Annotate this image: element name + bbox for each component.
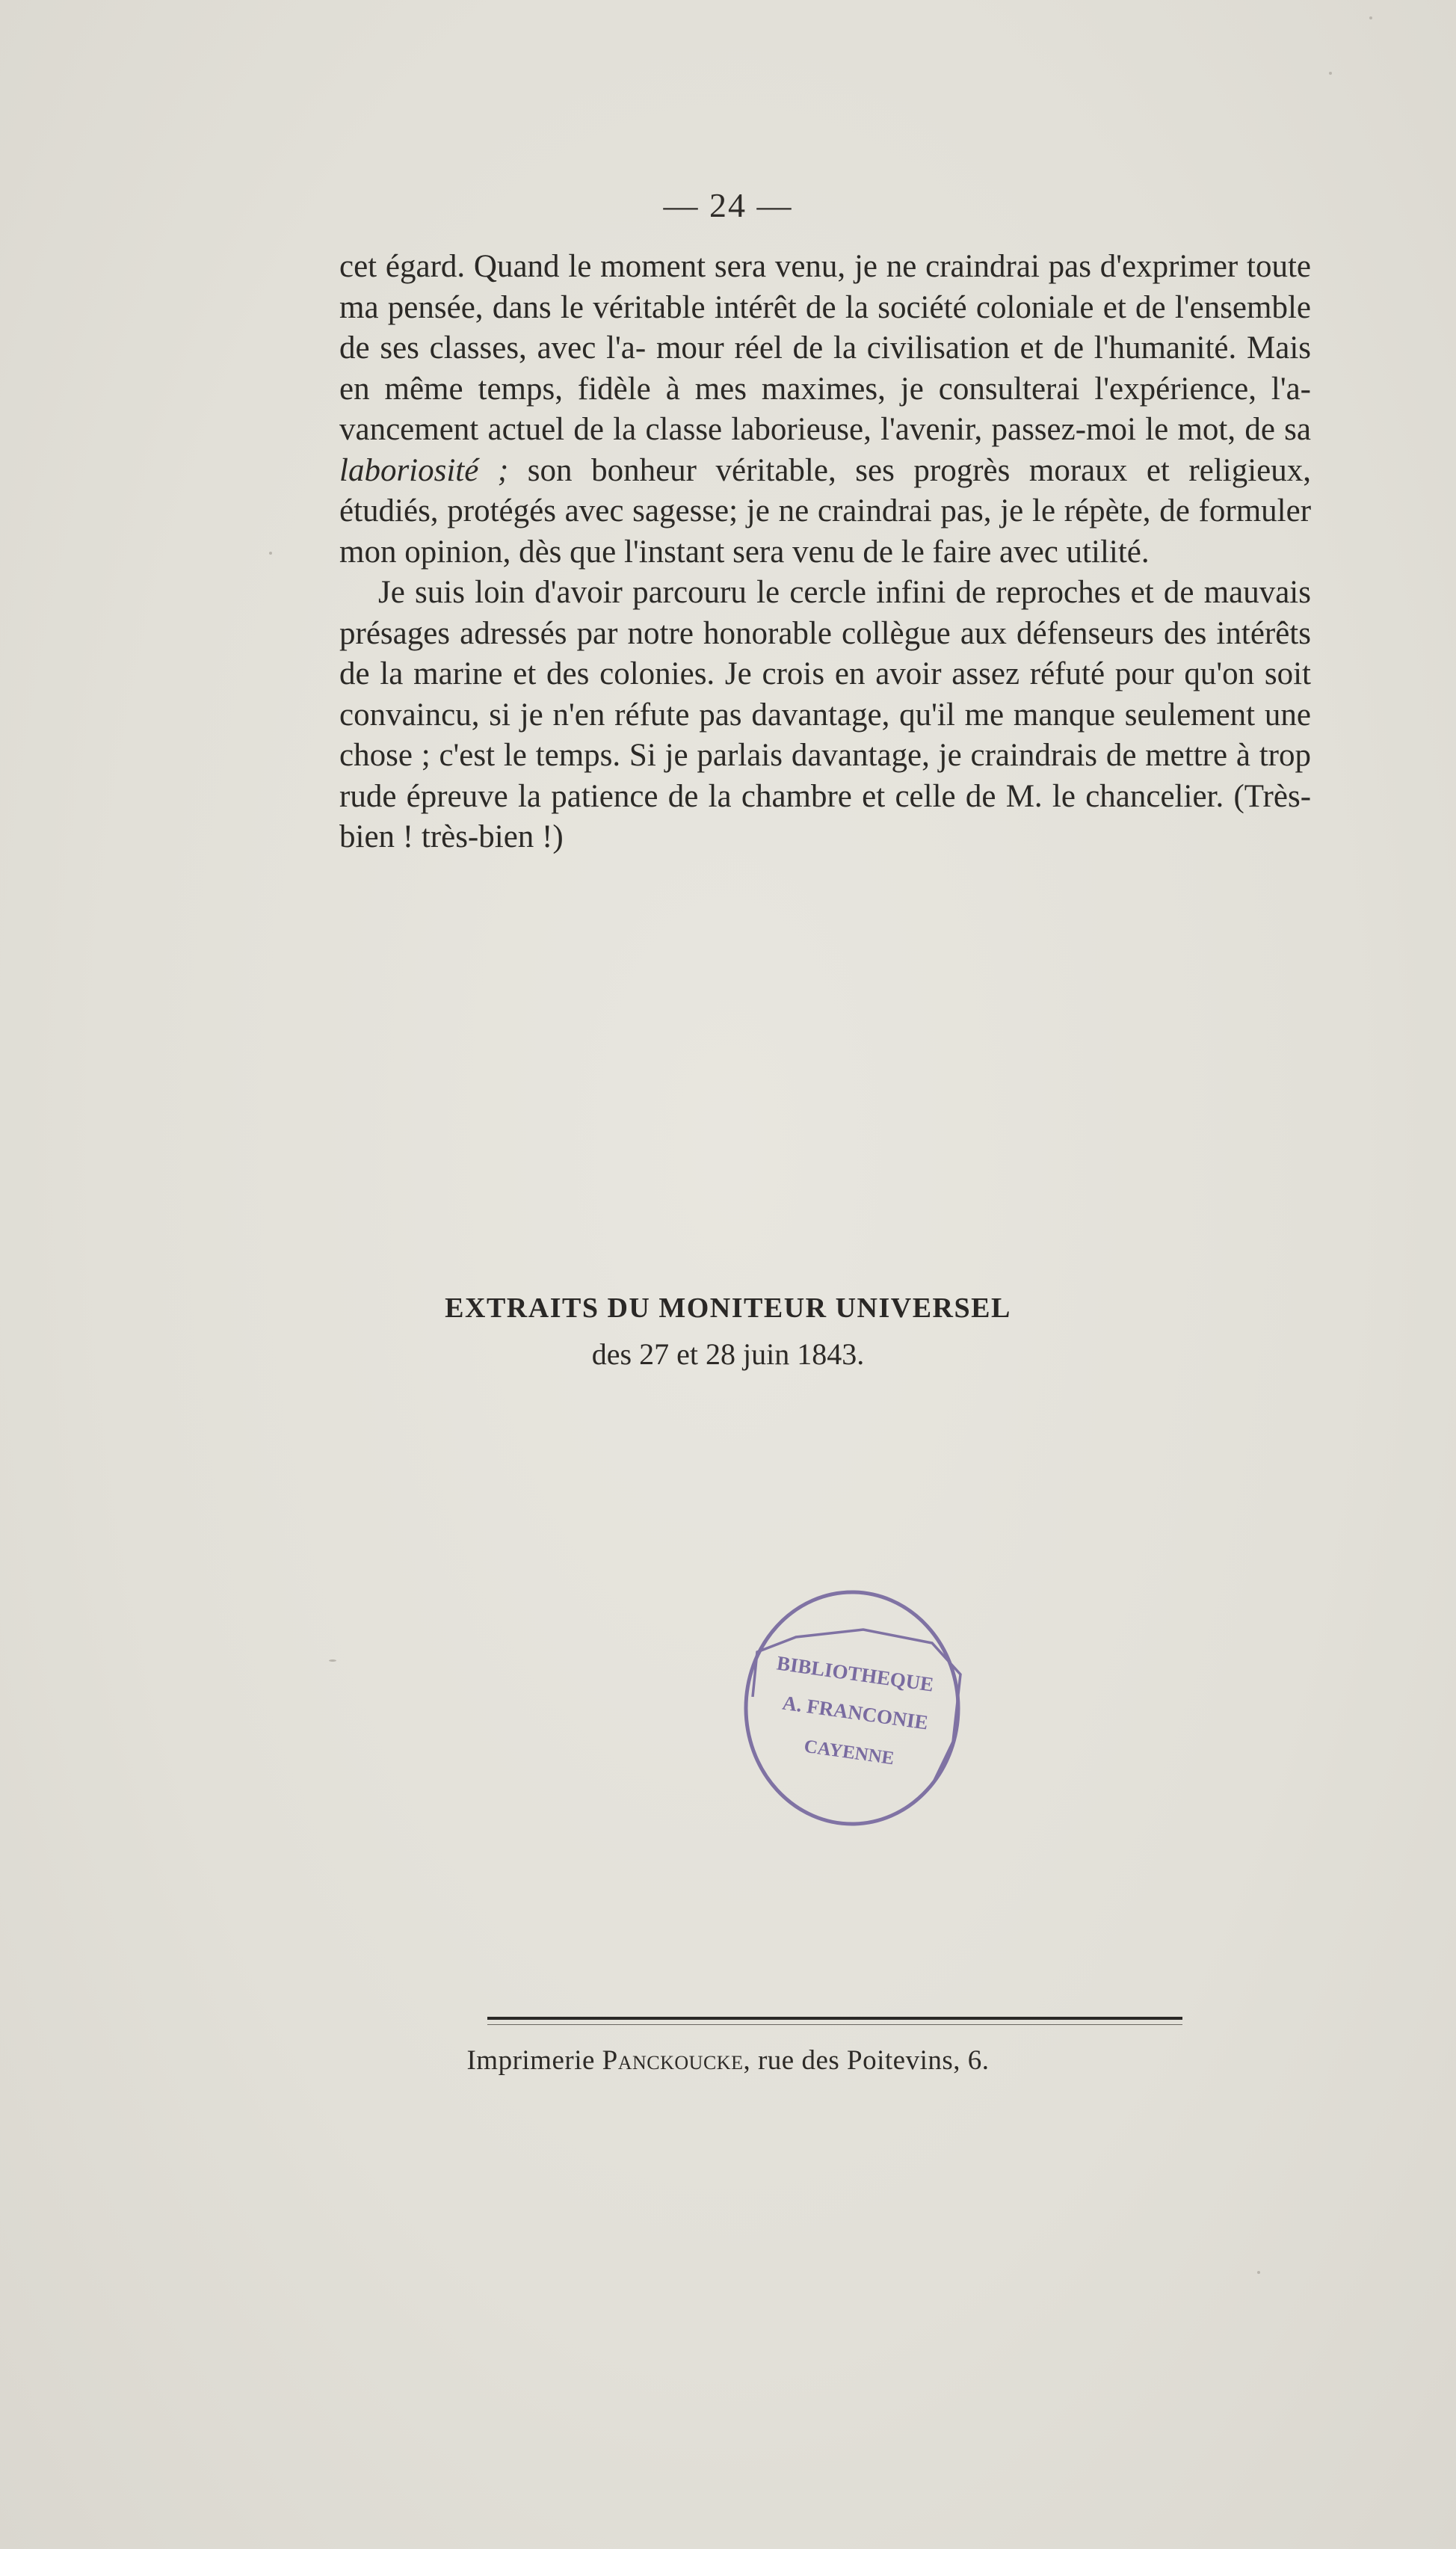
paper-speck bbox=[1329, 72, 1332, 75]
text-line: temps, fidèle à mes maximes, je consulterai l'expérience, l'a- bbox=[478, 371, 1311, 407]
text-line: vancement actuel de la classe laborieuse, l'avenir, passez-moi bbox=[339, 412, 1136, 447]
stamp-line-3: CAYENNE bbox=[803, 1736, 895, 1769]
footer-rule bbox=[487, 2017, 1182, 2020]
imprint-prefix: Imprimerie bbox=[466, 2045, 602, 2076]
italic-word: laboriosité ; bbox=[339, 452, 509, 488]
text-line: la société coloniale et de l'ensemble de ses classes, avec l'a- bbox=[339, 289, 1311, 366]
text-line: craindrai pas, je le répète, de formuler mon opinion, dès bbox=[339, 493, 1312, 570]
text-line: d'exprimer toute ma pensée, dans le véritable intérêt de bbox=[339, 249, 1312, 325]
stamp-line-1: BIBLIOTHEQUE bbox=[775, 1651, 936, 1696]
library-stamp bbox=[736, 1585, 968, 1831]
paper-speck bbox=[1257, 2271, 1260, 2274]
text-line: que l'instant sera venu de le faire avec utilité. bbox=[570, 534, 1150, 570]
text-line: celle de M. le chancelier. (Très-bien ! très-bien !) bbox=[339, 778, 1312, 854]
page-number: — 24 — bbox=[663, 186, 793, 224]
text-line: de mettre à trop rude épreuve la patience de la chambre et bbox=[339, 738, 1311, 814]
paragraph-1 bbox=[339, 247, 1311, 573]
section-date: des 27 et 28 juin 1843. bbox=[591, 1337, 865, 1371]
text-line: mour réel de la civilisation et de l'humanité. Mais en même bbox=[339, 330, 1311, 407]
text-line: crois en avoir assez réfuté pour qu'on soit convaincu, si je bbox=[339, 656, 1311, 733]
stamp-line-2: A. FRANCONIE bbox=[780, 1691, 930, 1734]
text-line: son bonheur véritable, ses progrès bbox=[508, 452, 1011, 488]
text-line: et de mauvais présages adressés par notre honorable collègue bbox=[339, 575, 1311, 651]
printer-imprint bbox=[0, 2044, 1456, 2077]
text-line: Je suis loin d'avoir parcouru le cercle infini de reproches bbox=[378, 575, 1121, 610]
text-line: n'en réfute pas davantage, qu'il me manque seulement une bbox=[552, 697, 1312, 733]
footer-rule-thin bbox=[487, 2024, 1182, 2025]
paper-speck bbox=[1369, 16, 1372, 19]
text-line: moraux et religieux, étudiés, protégés avec sagesse; je ne bbox=[339, 452, 1311, 528]
text-line: chose ; c'est le temps. Si je parlais davantage, je craindrais bbox=[339, 738, 1098, 773]
imprint-suffix: , rue des Poitevins, 6. bbox=[743, 2045, 990, 2076]
paper-speck bbox=[269, 552, 272, 555]
text-line: cet égard. Quand le moment sera venu, je ne craindrai pas bbox=[339, 249, 1092, 284]
text-line: le mot, de sa bbox=[1145, 412, 1311, 447]
paragraph-2 bbox=[339, 573, 1311, 858]
section-title: EXTRAITS DU MONITEUR UNIVERSEL bbox=[445, 1292, 1011, 1324]
imprint-printer-name: Panckoucke bbox=[602, 2045, 744, 2076]
text-line: aux défenseurs des intérêts de la marine et des colonies. Je bbox=[339, 615, 1311, 691]
body-text bbox=[339, 247, 1311, 858]
paper-speck bbox=[329, 1659, 336, 1662]
